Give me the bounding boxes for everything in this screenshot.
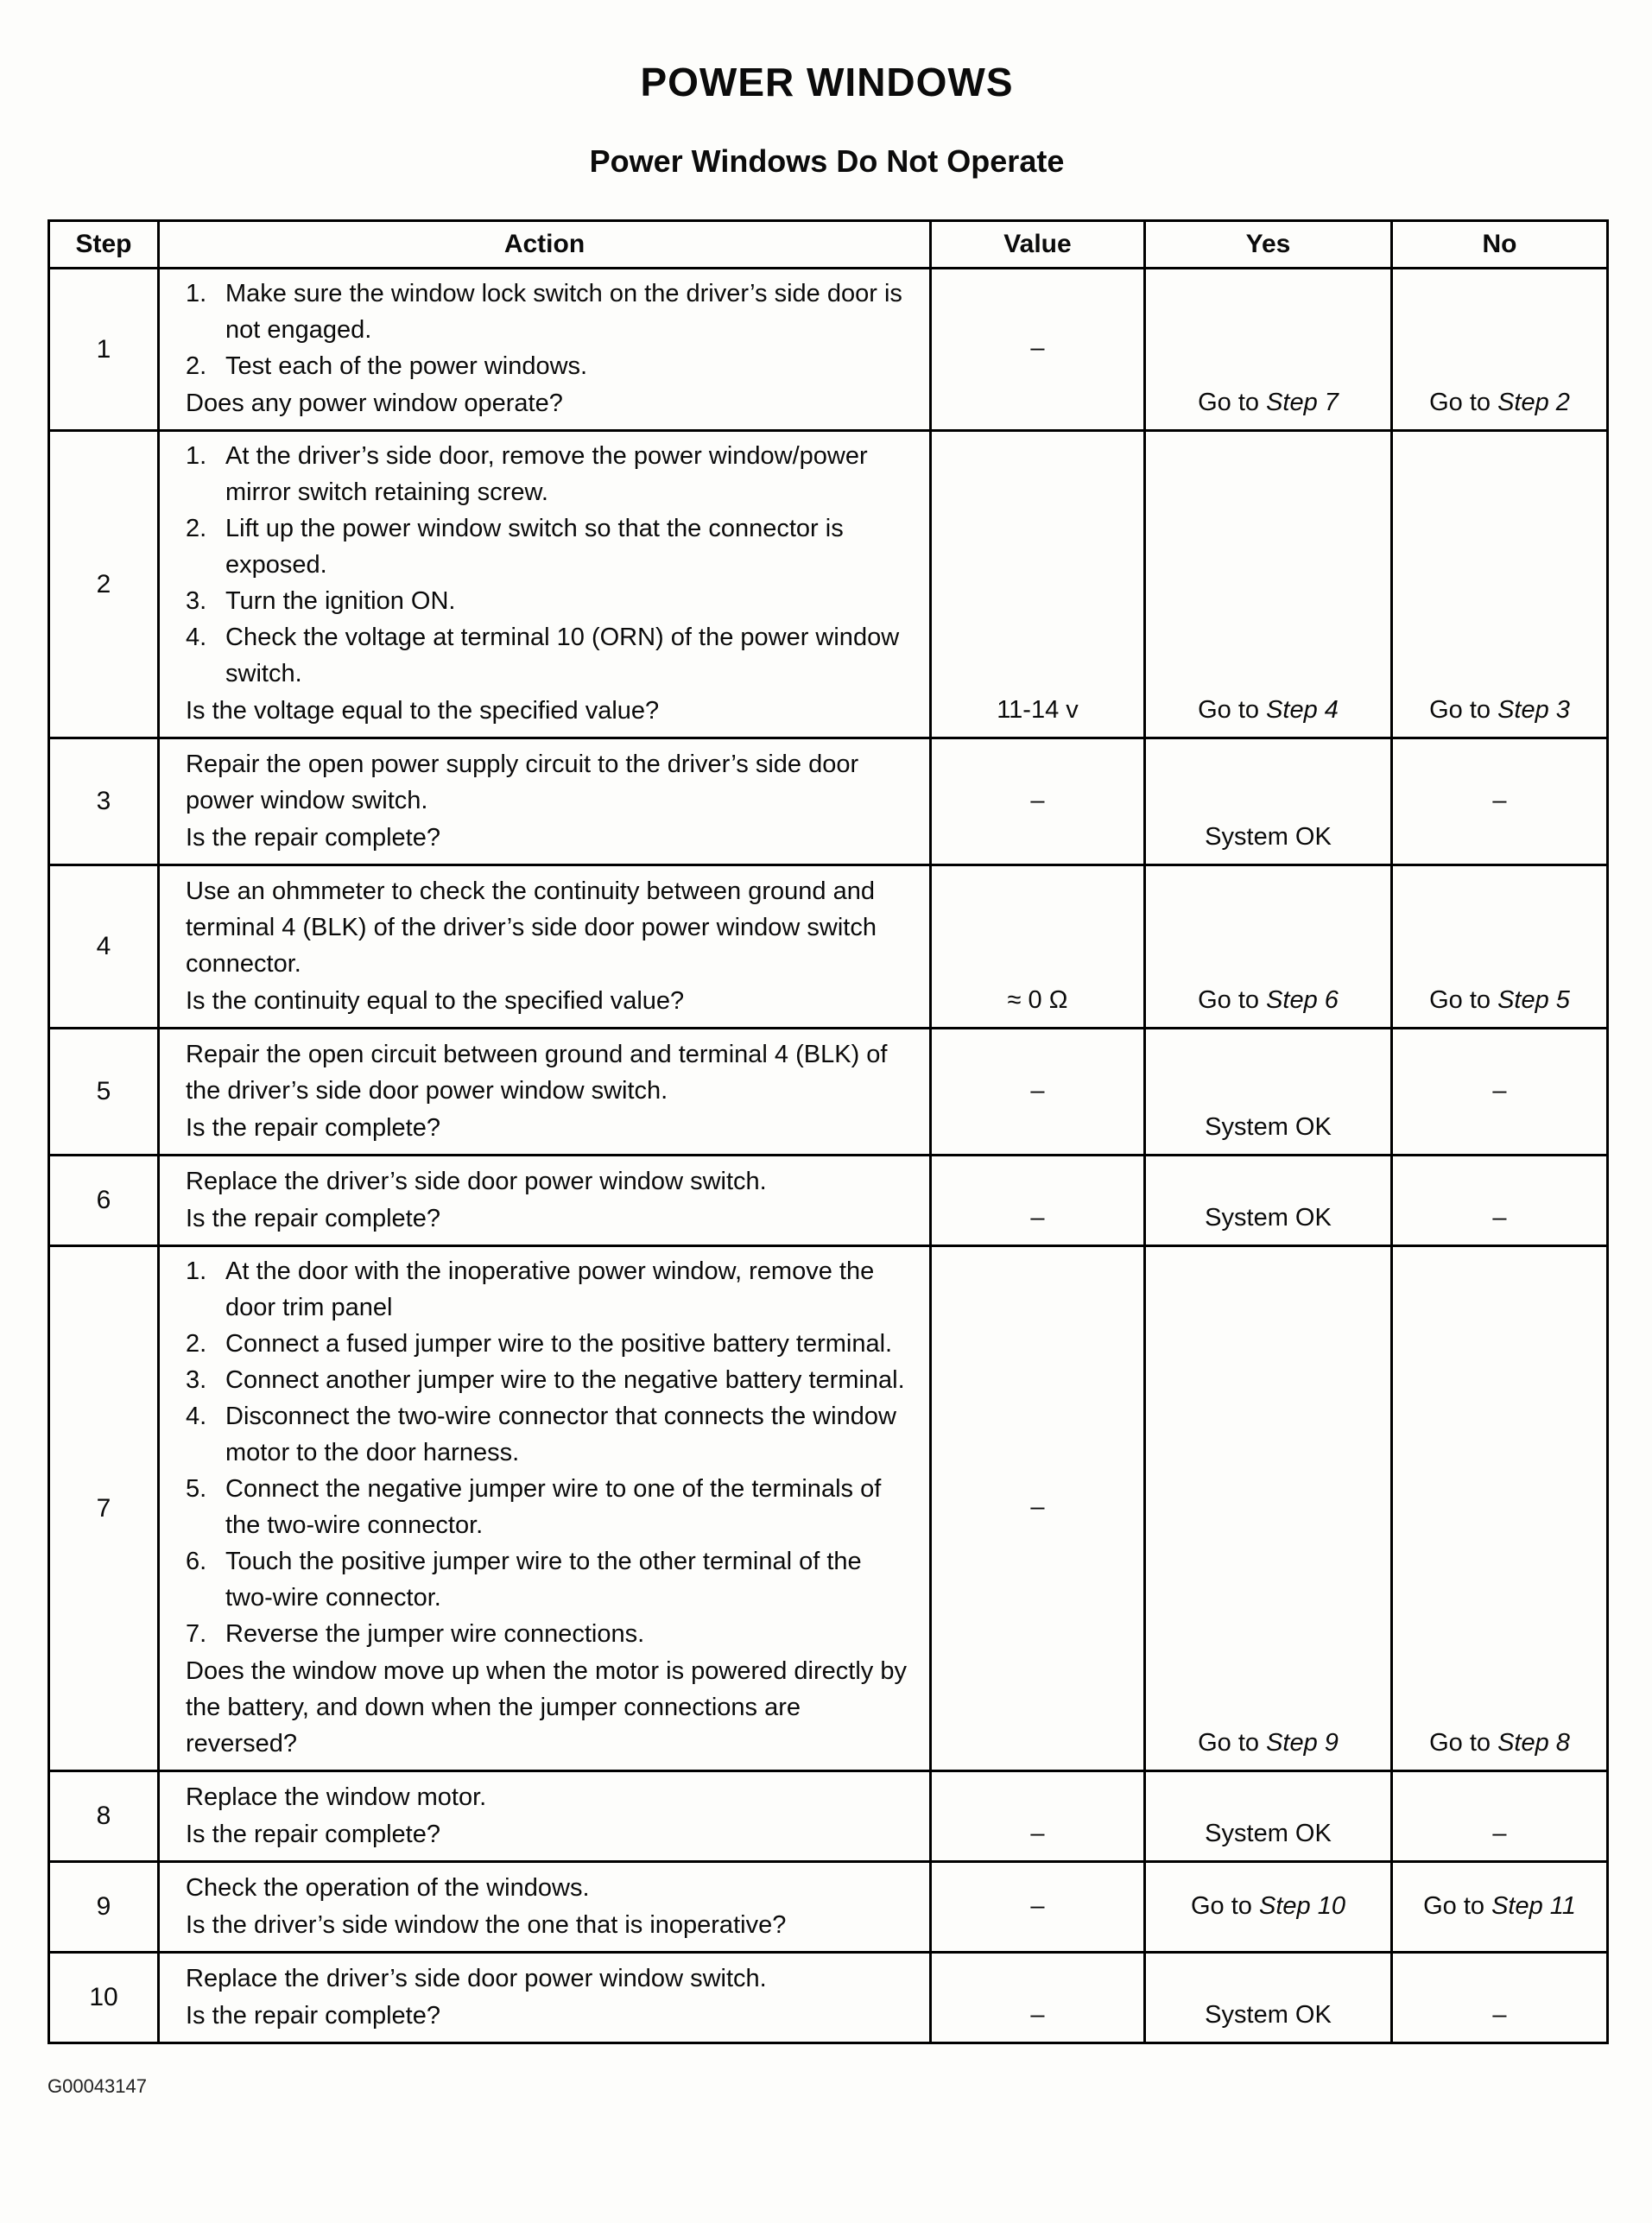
result-text: Go to Step 9	[1198, 1729, 1339, 1757]
item-number: 6.	[186, 1548, 207, 1575]
item-number: 1.	[186, 442, 207, 470]
table-row	[49, 1862, 1608, 1953]
action-question: Is the driver’s side window the one that is inoperative?	[186, 1911, 787, 1939]
value-text: –	[1030, 1820, 1045, 1847]
value-text: 11-14 v	[997, 696, 1079, 724]
step-reference: Step 10	[1259, 1891, 1345, 1920]
action-cell	[159, 738, 931, 865]
result-text: System OK	[1205, 1820, 1332, 1847]
header-value: Value	[931, 221, 1145, 269]
result-text: System OK	[1205, 2001, 1332, 2029]
value-text: –	[1030, 2001, 1045, 2029]
value-cell	[931, 865, 1145, 1029]
page-title: POWER WINDOWS	[640, 60, 1014, 104]
step-reference: Step 5	[1497, 986, 1570, 1014]
action-cell	[159, 1862, 931, 1953]
page-subtitle: Power Windows Do Not Operate	[589, 143, 1065, 179]
action-cell	[159, 269, 931, 431]
no-cell	[1392, 1246, 1608, 1771]
step-number: 7	[49, 1246, 159, 1771]
step-reference: Step 6	[1266, 986, 1339, 1014]
value-cell	[931, 269, 1145, 431]
result-text: Go to Step 11	[1423, 1891, 1576, 1920]
yes-cell	[1145, 1029, 1392, 1156]
action-item	[186, 276, 907, 348]
result-text: System OK	[1205, 1113, 1332, 1141]
item-number: 3.	[186, 587, 207, 615]
result-text: Go to Step 7	[1198, 389, 1339, 416]
item-number: 4.	[186, 624, 207, 651]
result-text: System OK	[1205, 823, 1332, 851]
action-item	[186, 438, 907, 510]
item-text: Disconnect the two-wire connector that connects the window motor to the door harness.	[225, 1403, 896, 1466]
item-text: Make sure the window lock switch on the driver’s side door is not engaged.	[225, 280, 902, 344]
result-text: –	[1492, 1204, 1507, 1232]
step-number: 3	[49, 738, 159, 865]
step-number: 2	[49, 431, 159, 738]
yes-cell	[1145, 431, 1392, 738]
action-question: Use an ohmmeter to check the continuity between ground and terminal 4 (BLK) of the driver’s side door power window switch connector.	[186, 877, 877, 978]
result-text: –	[1492, 1820, 1507, 1847]
no-cell	[1392, 1771, 1608, 1862]
action-question: Check the operation of the windows.	[186, 1874, 590, 1902]
yes-cell	[1145, 865, 1392, 1029]
header-step: Step	[49, 221, 159, 269]
action-item	[186, 1471, 907, 1543]
step-reference: Step 8	[1497, 1729, 1570, 1757]
action-cell	[159, 431, 931, 738]
table-row	[49, 431, 1608, 738]
yes-cell	[1145, 1953, 1392, 2043]
action-item	[186, 1253, 907, 1326]
step-reference: Step 9	[1266, 1729, 1339, 1757]
item-number: 7.	[186, 1620, 207, 1648]
action-question: Replace the window motor.	[186, 1783, 487, 1811]
action-item	[186, 583, 907, 619]
result-text: –	[1492, 2001, 1507, 2029]
item-number: 4.	[186, 1403, 207, 1430]
step-reference: Step 7	[1266, 389, 1339, 416]
result-text: Go to Step 2	[1429, 389, 1570, 416]
step-reference: Step 2	[1497, 389, 1570, 416]
value-cell	[931, 738, 1145, 865]
action-item	[186, 1616, 907, 1652]
item-text: At the driver’s side door, remove the power window/power mirror switch retaining screw.	[225, 442, 868, 506]
table-row	[49, 1246, 1608, 1771]
result-text: Go to Step 3	[1429, 696, 1570, 724]
value-text: ≈ 0 Ω	[1007, 986, 1068, 1014]
step-number: 6	[49, 1156, 159, 1246]
yes-cell	[1145, 738, 1392, 865]
action-question: Is the repair complete?	[186, 824, 440, 852]
result-text: –	[1492, 1076, 1507, 1105]
action-question: Does the window move up when the motor is powered directly by the battery, and down when the jumper connections are reversed?	[186, 1657, 907, 1758]
no-cell	[1392, 1953, 1608, 2043]
item-text: Check the voltage at terminal 10 (ORN) of the power window switch.	[225, 624, 900, 687]
table-row	[49, 865, 1608, 1029]
diagnostic-table	[47, 219, 1609, 2044]
table-row	[49, 269, 1608, 431]
item-text: Lift up the power window switch so that the connector is exposed.	[225, 515, 844, 579]
step-number: 9	[49, 1862, 159, 1953]
action-item	[186, 1543, 907, 1616]
item-text: Reverse the jumper wire connections.	[225, 1620, 645, 1648]
figure-id: G00043147	[47, 2075, 147, 2097]
item-text: Connect a fused jumper wire to the positive battery terminal.	[225, 1330, 893, 1358]
step-number: 5	[49, 1029, 159, 1156]
action-item	[186, 619, 907, 692]
item-number: 1.	[186, 1257, 207, 1285]
result-text: Go to Step 5	[1429, 986, 1570, 1014]
item-text: Connect another jumper wire to the negative battery terminal.	[225, 1366, 905, 1394]
step-reference: Step 11	[1491, 1891, 1576, 1920]
value-text: –	[1030, 1891, 1045, 1920]
item-number: 1.	[186, 280, 207, 307]
action-cell	[159, 1156, 931, 1246]
value-text: –	[1030, 1204, 1045, 1232]
step-number: 4	[49, 865, 159, 1029]
action-question: Repair the open circuit between ground and terminal 4 (BLK) of the driver’s side door power window switch.	[186, 1041, 888, 1105]
value-cell	[931, 431, 1145, 738]
value-cell	[931, 1029, 1145, 1156]
header-row	[49, 221, 1608, 269]
item-number: 3.	[186, 1366, 207, 1394]
result-text: Go to Step 6	[1198, 986, 1339, 1014]
yes-cell	[1145, 1246, 1392, 1771]
item-number: 5.	[186, 1475, 207, 1503]
step-reference: Step 3	[1497, 696, 1570, 724]
action-question: Is the repair complete?	[186, 2002, 440, 2030]
item-number: 2.	[186, 1330, 207, 1358]
result-text: Go to Step 10	[1191, 1891, 1345, 1920]
step-number: 10	[49, 1953, 159, 2043]
table-row	[49, 1953, 1608, 2043]
table-body	[49, 269, 1608, 2043]
action-cell	[159, 1246, 931, 1771]
no-cell	[1392, 738, 1608, 865]
value-text: –	[1030, 786, 1045, 814]
action-question: Does any power window operate?	[186, 390, 563, 417]
table-row	[49, 1029, 1608, 1156]
no-cell	[1392, 1029, 1608, 1156]
result-text: –	[1492, 786, 1507, 814]
action-cell	[159, 1771, 931, 1862]
value-cell	[931, 1771, 1145, 1862]
no-cell	[1392, 1156, 1608, 1246]
result-text: Go to Step 4	[1198, 696, 1339, 724]
action-item	[186, 1326, 907, 1362]
action-question: Replace the driver’s side door power window switch.	[186, 1965, 767, 1992]
yes-cell	[1145, 1862, 1392, 1953]
action-question: Replace the driver’s side door power window switch.	[186, 1168, 767, 1195]
table-header	[49, 221, 1608, 269]
table-row	[49, 1156, 1608, 1246]
item-number: 2.	[186, 352, 207, 380]
no-cell	[1392, 865, 1608, 1029]
action-question: Is the repair complete?	[186, 1114, 440, 1142]
item-text: Turn the ignition ON.	[225, 587, 456, 615]
no-cell	[1392, 431, 1608, 738]
item-text: Test each of the power windows.	[225, 352, 588, 380]
item-text: Connect the negative jumper wire to one of the terminals of the two-wire connector.	[225, 1475, 882, 1539]
action-cell	[159, 865, 931, 1029]
result-text: Go to Step 8	[1429, 1729, 1570, 1757]
no-cell	[1392, 269, 1608, 431]
yes-cell	[1145, 269, 1392, 431]
header-action: Action	[159, 221, 931, 269]
item-text: At the door with the inoperative power window, remove the door trim panel	[225, 1257, 875, 1321]
action-question: Repair the open power supply circuit to the driver’s side door power window switch.	[186, 750, 859, 814]
value-text: –	[1030, 1076, 1045, 1105]
no-cell	[1392, 1862, 1608, 1953]
result-text: System OK	[1205, 1204, 1332, 1232]
item-number: 2.	[186, 515, 207, 542]
value-text: –	[1030, 1493, 1045, 1521]
header-no: No	[1392, 221, 1608, 269]
action-question: Is the continuity equal to the specified value?	[186, 987, 685, 1015]
step-reference: Step 4	[1266, 696, 1339, 724]
action-item	[186, 1362, 907, 1398]
action-item	[186, 348, 907, 384]
action-cell	[159, 1953, 931, 2043]
table-row	[49, 738, 1608, 865]
item-text: Touch the positive jumper wire to the other terminal of the two-wire connector.	[225, 1548, 862, 1612]
action-cell	[159, 1029, 931, 1156]
value-cell	[931, 1953, 1145, 2043]
step-number: 8	[49, 1771, 159, 1862]
value-cell	[931, 1156, 1145, 1246]
step-number: 1	[49, 269, 159, 431]
action-question: Is the repair complete?	[186, 1821, 440, 1848]
yes-cell	[1145, 1771, 1392, 1862]
action-question: Is the repair complete?	[186, 1205, 440, 1232]
header-yes: Yes	[1145, 221, 1392, 269]
table-row	[49, 1771, 1608, 1862]
action-question: Is the voltage equal to the specified value?	[186, 697, 660, 725]
value-cell	[931, 1862, 1145, 1953]
action-item	[186, 510, 907, 583]
action-item	[186, 1398, 907, 1471]
yes-cell	[1145, 1156, 1392, 1246]
value-text: –	[1030, 334, 1045, 362]
value-cell	[931, 1246, 1145, 1771]
